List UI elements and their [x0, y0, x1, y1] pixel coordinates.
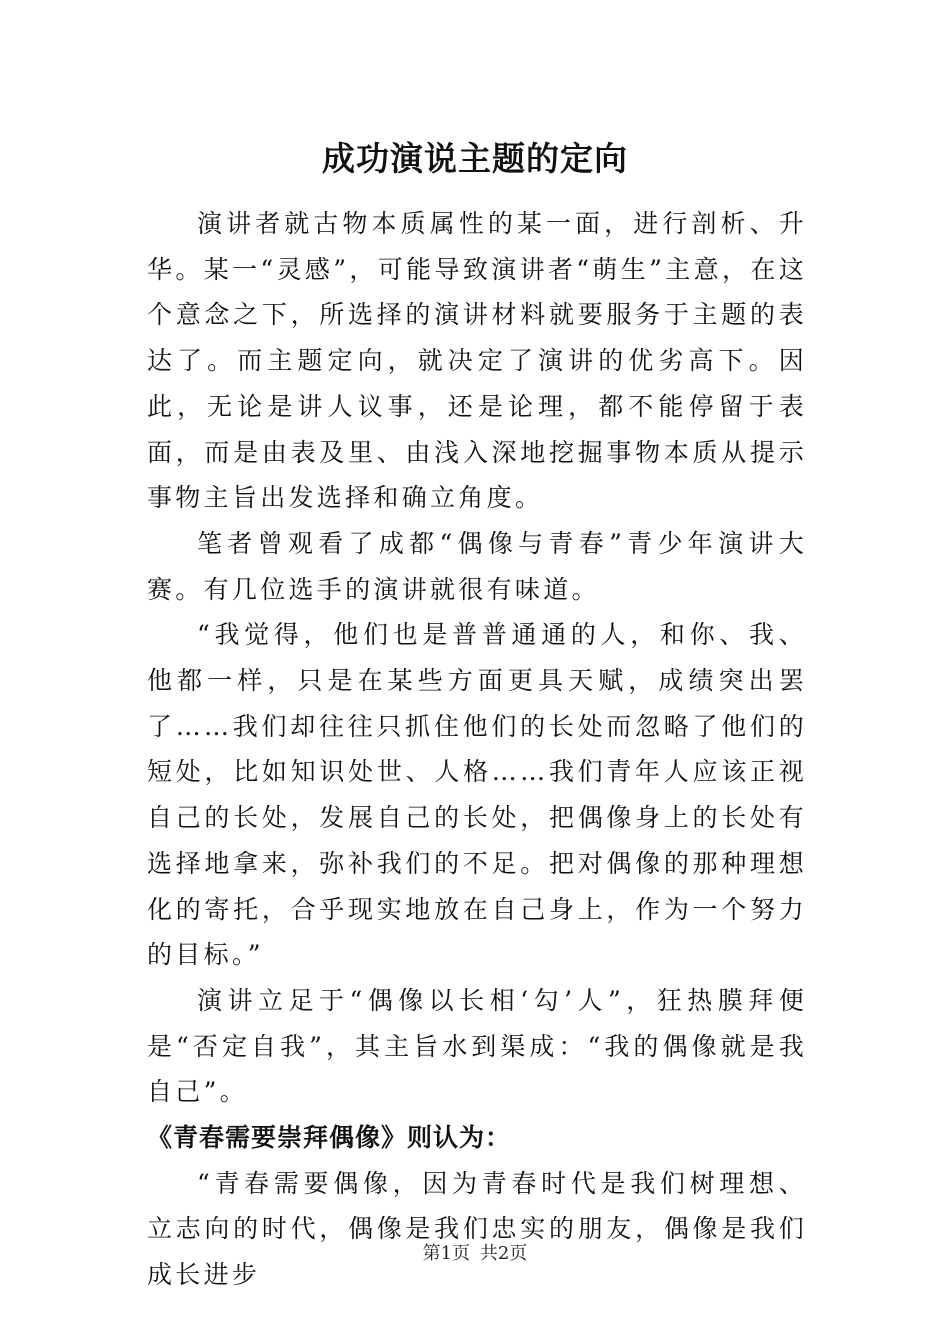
page-total: 共2页: [479, 1243, 528, 1264]
section-subheading: 《青春需要崇拜偶像》则认为：: [147, 1123, 512, 1153]
paragraph-analysis: 演讲立足于“偶像以长相‘勾’人”，狂热膜拜便是“否定自我”，其主旨水到渠成：“我的偶像就是我自己”。: [147, 985, 807, 1107]
document-title: 成功演说主题的定向: [322, 139, 628, 178]
page-number: 第1页: [422, 1243, 471, 1264]
document-body: [147, 201, 807, 1298]
paragraph-contest: 笔者曾观看了成都“偶像与青春”青少年演讲大赛。有几位选手的演讲就很有味道。: [147, 528, 807, 604]
paragraph-youth-quote: “青春需要偶像，因为青春时代是我们树理想、立志向的时代，偶像是我们忠实的朋友，偶像是我们成长进步: [147, 1168, 807, 1290]
paragraph-intro: 演讲者就古物本质属性的某一面，进行剖析、升华。某一“灵感”，可能导致演讲者“萌生”主意，在这个意念之下，所选择的演讲材料就要服务于主题的表达了。而主题定向，就决定了演讲的优劣高下。因此，无论是讲人议事，还是论理，都不能停留于表面，而是由表及里、由浅入深地挖掘事物本质从提示事物主旨出发选择和确立角度。: [147, 209, 807, 513]
paragraph-quote: “我觉得，他们也是普普通通的人，和你、我、他都一样，只是在某些方面更具天赋，成绩突出罢了……我们却往往只抓住他们的长处而忽略了他们的短处，比如知识处世、人格……我们青年人应该正视自己的长处，发展自己的长处，把偶像身上的长处有选择地拿来，弥补我们的不足。把对偶像的那种理想化的寄托，合乎现实地放在自己身上，作为一个努力的目标。”: [147, 620, 807, 970]
page-footer: [0, 1240, 950, 1268]
